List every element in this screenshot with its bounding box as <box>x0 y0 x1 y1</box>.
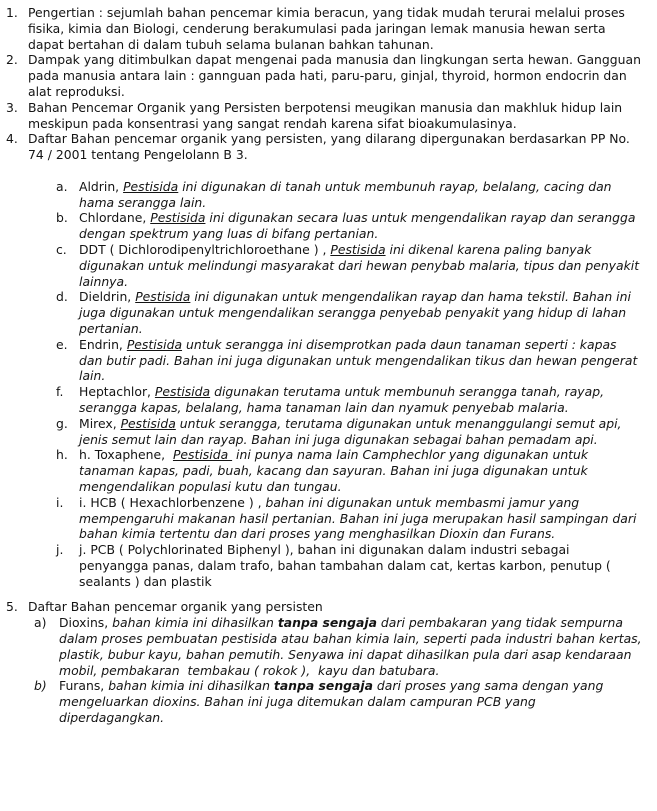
list-item-5 <box>6 599 646 726</box>
list-item-3 <box>6 100 642 132</box>
paragraph <box>79 542 642 589</box>
text-segment: i. HCB ( Hexachlorbenzene ) , <box>79 494 266 510</box>
text-segment: Dieldrin, <box>79 289 136 305</box>
list-marker: b. <box>56 210 68 226</box>
text-segment: Pestisida <box>135 289 191 305</box>
list-marker: 4. <box>6 131 18 147</box>
text-segment: Daftar Bahan pencemar organik yang persisten <box>28 599 323 615</box>
text-segment: untuk serangga, terutama digunakan untuk menanggulangi semut api, jenis semut lain dan rayap. Bahan ini juga digunakan sebagai bahan pemadam api. <box>79 415 626 447</box>
text-segment: digunakan terutama untuk membunuh serangga tanah, rayap, serangga kapas, belalang, hama tanaman lain dan nyamuk penyebab malaria. <box>79 384 608 415</box>
text-segment: dari pembakaran yang tidak sempurna dalam proses pembuatan pestisida atau bahan kimia lain, seperti pada industri bahan kertas, plastik, bubur kayu, bahan pemutih. Senyawa ini dapat dihasilkan pula dari asap kendaraan mobil, pembakaran tembakau ( rokok ), kayu dan batubara. <box>59 615 646 678</box>
paragraph <box>28 599 646 726</box>
text-segment: Bahan Pencemar Organik yang Persisten berpotensi meugikan manusia dan makhluk hidup lain meskipun pada konsentrasi yang sangat rendah karena sifat bioakumulasinya. <box>28 99 627 131</box>
text-segment: Daftar Bahan pencemar organik yang persisten, yang dilarang dipergunakan berdasarkan PP No. 74 / 2001 tentang Pengelolann B 3. <box>28 131 634 163</box>
paragraph <box>59 678 642 725</box>
text-segment: Pestisida <box>330 241 386 257</box>
text-segment: bahan kimia ini dihasilkan <box>108 678 274 694</box>
list-item-2 <box>6 52 645 99</box>
list-marker: 1. <box>6 5 18 20</box>
text-segment: Dampak yang ditimbulkan dapat mengenai pada manusia dan lingkungan serta hewan. Gangguan pada manusia antara lain : gannguan pada hati, paru-paru, ginjal, thyroid, hormon endocrin dan alat reproduksi. <box>28 52 645 99</box>
text-segment: ini digunakan untuk mengendalikan rayap dan hama tekstil. Bahan ini juga digunakan untuk mengendalikan serangga penyebab penyakit yang hidup di lahan pertanian. <box>79 289 635 336</box>
list-marker: f. <box>56 384 64 400</box>
paragraph <box>79 242 642 289</box>
text-segment: ini digunakan secara luas untuk mengendalikan rayap dan serangga dengan spektrum yang luas di bifang pertanian. <box>79 210 640 242</box>
list-marker: a. <box>56 178 68 194</box>
text-segment: ini punya nama lain Camphechlor yang digunakan untuk tanaman kapas, padi, buah, kacang dan sayuran. Bahan ini juga digunakan untuk mengendalikan populasi kutu dan tungau. <box>79 447 593 494</box>
list-marker: 3. <box>6 99 18 115</box>
list-marker: a) <box>34 615 47 631</box>
list-marker: 5. <box>6 599 18 615</box>
paragraph <box>28 100 642 132</box>
paragraph <box>79 289 642 336</box>
paragraph <box>79 384 642 416</box>
list-item-4-h <box>56 447 642 494</box>
text-segment: ini digunakan di tanah untuk membunuh rayap, belalang, cacing dan hama serangga lain. <box>79 178 616 210</box>
list-item-4 <box>6 131 642 589</box>
paragraph <box>79 179 642 211</box>
text-segment: bahan ini digunakan untuk membasmi jamur yang mempengaruhi makanan hasil pertanian. Bahan ini juga merupakan hasil sampingan dari bahan kimia tertentu dan dari proses yang menghasilkan Dioxin dan Furans. <box>79 494 641 542</box>
text-segment: Pengertian : sejumlah bahan pencemar kimia beracun, yang tidak mudah terurai melalui proses fisika, kimia dan Biologi, cenderung berakumulasi pada jaringan lemak manusia hewan serta dapat bertahan di dalam tubuh selama bulanan bahkan tahunan. <box>28 5 629 52</box>
text-segment: Chlordane, <box>79 210 151 226</box>
list-item-4-g <box>56 416 642 448</box>
text-segment: Dioxins, <box>59 615 113 631</box>
text-segment: tanpa sengaja <box>273 678 373 694</box>
list-item-4-e <box>56 337 642 384</box>
paragraph <box>79 447 642 494</box>
list-marker: e. <box>56 336 68 352</box>
text-segment: Pestisida <box>172 447 233 463</box>
paragraph <box>79 337 642 384</box>
text-segment: j. PCB ( Polychlorinated Biphenyl ), bahan ini digunakan dalam industri sebagai penyangga panas, dalam trafo, bahan tambahan dalam cat, kertas karbon, penutup ( sealants ) dan plastik <box>79 542 615 589</box>
list-item-4-i <box>56 495 642 542</box>
list-item-4-f <box>56 384 642 416</box>
list-marker: 2. <box>6 52 18 68</box>
list-marker: j. <box>56 542 64 558</box>
document-list <box>6 5 646 726</box>
text-segment: Furans, <box>59 678 109 694</box>
text-segment: Pestisida <box>150 210 206 226</box>
text-segment: dari proses yang sama dengan yang mengeluarkan dioxins. Bahan ini juga ditemukan dalam campuran PCB yang diperdagangkan. <box>59 678 608 726</box>
text-segment: Mirex, <box>79 415 121 431</box>
text-segment: DDT ( Dichlorodipenyltrichloroethane ) , <box>79 241 331 257</box>
paragraph <box>28 5 642 52</box>
list-item-1 <box>6 5 642 52</box>
list-marker: g. <box>56 415 68 431</box>
text-segment: Heptachlor, <box>79 384 155 400</box>
paragraph <box>79 210 642 242</box>
list-marker: b) <box>34 678 47 694</box>
paragraph <box>79 416 642 448</box>
list-item-5-a <box>34 615 646 678</box>
list-item-4-c <box>56 242 642 289</box>
text-segment: Pestisida <box>123 178 179 194</box>
paragraph <box>28 52 645 99</box>
sublist-4 <box>56 179 642 590</box>
text-segment: untuk serangga ini disemprotkan pada daun tanaman seperti : kapas dan butir padi. Bahan ini juga digunakan untuk mengendalikan tikus dan hewan pengerat lain. <box>79 336 642 384</box>
text-segment: h. Toxaphene, <box>79 447 173 463</box>
paragraph <box>28 131 642 589</box>
list-marker: d. <box>56 289 68 305</box>
sublist-5 <box>34 615 646 726</box>
text-segment: Endrin, <box>79 336 127 352</box>
list-item-4-a <box>56 179 642 211</box>
paragraph <box>59 615 646 678</box>
text-segment: Aldrin, <box>79 178 124 194</box>
list-item-4-b <box>56 210 642 242</box>
text-segment: Pestisida <box>120 415 176 431</box>
text-segment: bahan kimia ini dihasilkan <box>112 615 278 631</box>
list-marker: i. <box>56 494 64 510</box>
list-item-4-d <box>56 289 642 336</box>
text-segment: Pestisida <box>154 384 211 400</box>
text-segment: Pestisida <box>126 336 183 352</box>
list-item-4-j <box>56 542 642 589</box>
list-item-5-b <box>34 678 642 725</box>
text-segment: ini dikenal karena paling banyak digunakan untuk melindungi masyarakat dari hewan penybab malaria, tipus dan penyakit lainnya. <box>79 241 644 289</box>
paragraph <box>79 495 642 542</box>
list-marker: c. <box>56 241 67 257</box>
text-segment: tanpa sengaja <box>277 615 377 631</box>
list-marker: h. <box>56 447 68 463</box>
